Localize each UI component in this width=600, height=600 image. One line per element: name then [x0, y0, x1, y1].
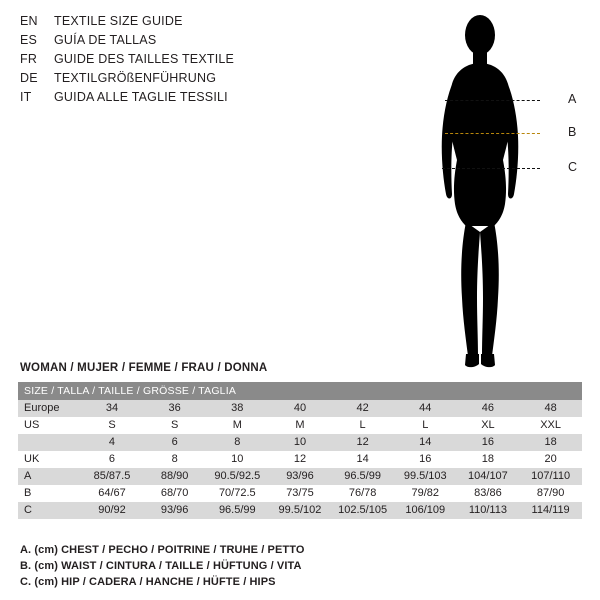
cell: S [81, 417, 144, 434]
cell: 107/110 [519, 468, 582, 485]
language-row-fr [20, 52, 350, 71]
cell: 44 [394, 400, 457, 417]
cell: 106/109 [394, 502, 457, 519]
language-text-en: TEXTILE SIZE GUIDE [54, 14, 183, 28]
cell: 14 [331, 451, 394, 468]
table-row [18, 485, 582, 502]
cell: 90.5/92.5 [206, 468, 269, 485]
measure-line-b [445, 133, 540, 134]
cell: 4 [81, 434, 144, 451]
note-waist: B. (cm) WAIST / CINTURA / TAILLE / HÜFTUNG / VITA [20, 560, 302, 572]
cell: 42 [331, 400, 394, 417]
cell: 40 [269, 400, 332, 417]
cell: 10 [206, 451, 269, 468]
cell: 14 [394, 434, 457, 451]
row-label-c: C [18, 502, 81, 519]
measure-label-a: A [568, 92, 577, 106]
language-text-es: GUÍA DE TALLAS [54, 33, 157, 47]
cell: XXL [519, 417, 582, 434]
cell: 70/72.5 [206, 485, 269, 502]
note-chest: A. (cm) CHEST / PECHO / POITRINE / TRUHE / PETTO [20, 544, 305, 556]
cell: L [331, 417, 394, 434]
table-header-band-label: SIZE / TALLA / TAILLE / GRÖSSE / TAGLIA [18, 382, 582, 400]
language-row-it [20, 90, 350, 109]
cell: 114/119 [519, 502, 582, 519]
cell: M [206, 417, 269, 434]
measure-line-a [445, 100, 540, 101]
cell: 83/86 [457, 485, 520, 502]
cell: 6 [81, 451, 144, 468]
table-row [18, 468, 582, 485]
cell: 93/96 [143, 502, 206, 519]
cell: S [143, 417, 206, 434]
cell: 76/78 [331, 485, 394, 502]
cell: 12 [331, 434, 394, 451]
cell: 110/113 [457, 502, 520, 519]
cell: 85/87.5 [81, 468, 144, 485]
language-code-de: DE [20, 71, 38, 85]
note-hip: C. (cm) HIP / CADERA / HANCHE / HÜFTE / HIPS [20, 576, 276, 588]
cell: 46 [457, 400, 520, 417]
cell: 18 [457, 451, 520, 468]
size-table [18, 382, 582, 519]
cell: 93/96 [269, 468, 332, 485]
cell: 6 [143, 434, 206, 451]
measure-line-c [442, 168, 540, 169]
language-row-es [20, 33, 350, 52]
cell: 10 [269, 434, 332, 451]
cell: 16 [457, 434, 520, 451]
row-label-b: B [18, 485, 81, 502]
cell: 87/90 [519, 485, 582, 502]
row-label-europe: Europe [18, 400, 81, 417]
cell: 68/70 [143, 485, 206, 502]
cell: 104/107 [457, 468, 520, 485]
language-text-de: TEXTILGRÖßENFÜHRUNG [54, 71, 217, 85]
cell: 34 [81, 400, 144, 417]
measure-label-b: B [568, 125, 577, 139]
row-label-a: A [18, 468, 81, 485]
language-row-en [20, 14, 350, 33]
language-code-en: EN [20, 14, 38, 28]
measurement-notes [20, 542, 580, 590]
cell: 18 [519, 434, 582, 451]
cell: 90/92 [81, 502, 144, 519]
cell: 102.5/105 [331, 502, 394, 519]
cell: 48 [519, 400, 582, 417]
cell: 79/82 [394, 485, 457, 502]
language-text-fr: GUIDE DES TAILLES TEXTILE [54, 52, 235, 66]
cell: 16 [394, 451, 457, 468]
language-text-it: GUIDA ALLE TAGLIE TESSILI [54, 90, 228, 104]
table-row [18, 502, 582, 519]
cell: 36 [143, 400, 206, 417]
cell: 88/90 [143, 468, 206, 485]
table-header-band [18, 382, 582, 400]
cell: 64/67 [81, 485, 144, 502]
table-row [18, 451, 582, 468]
language-code-it: IT [20, 90, 32, 104]
body-figure-area [380, 8, 590, 378]
cell: 8 [206, 434, 269, 451]
row-label-us: US [18, 417, 81, 434]
measure-label-c: C [568, 160, 578, 174]
cell: 38 [206, 400, 269, 417]
female-body-silhouette-icon [410, 8, 550, 378]
row-label-us-numeric [18, 434, 81, 451]
row-label-uk: UK [18, 451, 81, 468]
cell: 73/75 [269, 485, 332, 502]
table-row [18, 400, 582, 417]
cell: M [269, 417, 332, 434]
table-row [18, 417, 582, 434]
cell: 99.5/103 [394, 468, 457, 485]
cell: L [394, 417, 457, 434]
cell: 96.5/99 [331, 468, 394, 485]
language-code-fr: FR [20, 52, 38, 66]
cell: 12 [269, 451, 332, 468]
cell: 20 [519, 451, 582, 468]
language-row-de [20, 71, 350, 90]
cell: 8 [143, 451, 206, 468]
cell: XL [457, 417, 520, 434]
language-code-es: ES [20, 33, 38, 47]
language-header [20, 14, 350, 109]
cell: 96.5/99 [206, 502, 269, 519]
table-caption: WOMAN / MUJER / FEMME / FRAU / DONNA [20, 362, 268, 374]
cell: 99.5/102 [269, 502, 332, 519]
table-row [18, 434, 582, 451]
